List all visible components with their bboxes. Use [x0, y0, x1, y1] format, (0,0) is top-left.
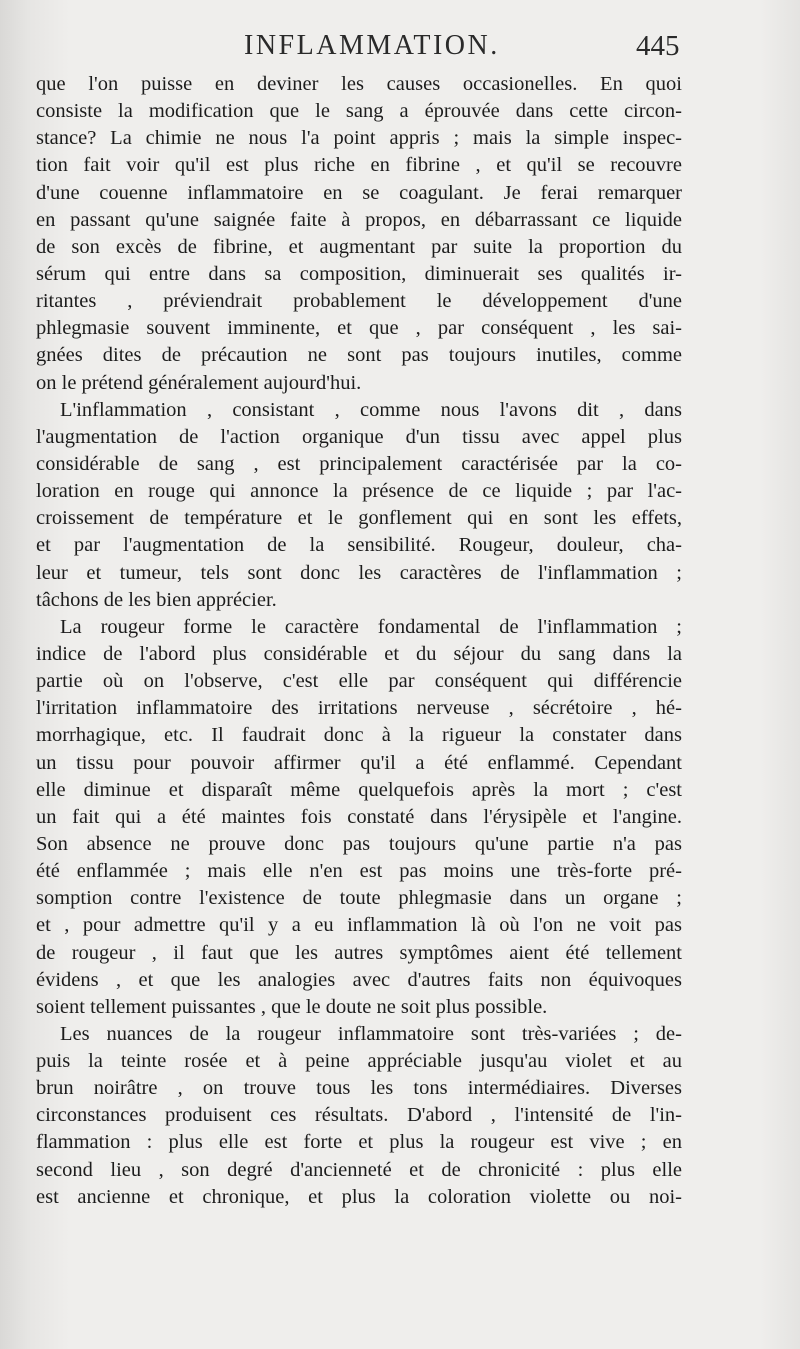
- text-line: leur et tumeur, tels sont donc les caractères de l'inflammation ;: [36, 561, 682, 584]
- text-line: de rougeur , il faut que les autres symptômes aient été tellement: [36, 941, 682, 964]
- text-line: et , pour admettre qu'il y a eu inflammation là où l'on ne voit pas: [36, 914, 682, 937]
- text-line: est ancienne et chronique, et plus la coloration violette ou noi-: [36, 1185, 682, 1208]
- text-line: somption contre l'existence de toute phlegmasie dans un organe ;: [36, 887, 682, 910]
- text-line: flammation : plus elle est forte et plus la rougeur est vive ; en: [36, 1131, 682, 1154]
- paragraph: [36, 397, 682, 614]
- page-header: [0, 30, 800, 70]
- text-line: loration en rouge qui annonce la présence de ce liquide ; par l'ac-: [36, 480, 682, 503]
- text-line: phlegmasie souvent imminente, et que , par conséquent , les sai-: [36, 317, 682, 340]
- text-line: d'une couenne inflammatoire en se coagulant. Je ferai remarquer: [36, 181, 682, 204]
- text-line: La rougeur forme le caractère fondamental de l'inflammation ;: [60, 615, 682, 638]
- text-line: morrhagique, etc. Il faudrait donc à la rigueur la constater dans: [36, 724, 682, 747]
- page-number: 445: [636, 30, 680, 62]
- text-line: elle diminue et disparaît même quelquefois après la mort ; c'est: [36, 778, 682, 801]
- text-line: sérum qui entre dans sa composition, diminuerait ses qualités ir-: [36, 262, 682, 285]
- text-line: tion fait voir qu'il est plus riche en fibrine , et qu'il se recouvre: [36, 154, 682, 177]
- text-line: Les nuances de la rougeur inflammatoire sont très-variées ; de-: [60, 1022, 682, 1045]
- text-line: un tissu pour pouvoir affirmer qu'il a été enflammé. Cependant: [36, 751, 682, 774]
- text-line: consiste la modification que le sang a éprouvée dans cette circon-: [36, 100, 682, 123]
- text-line: que l'on puisse en deviner les causes occasionelles. En quoi: [36, 73, 682, 95]
- text-line: gnées dites de précaution ne sont pas toujours inutiles, comme: [36, 344, 682, 367]
- text-line: partie où on l'observe, c'est elle par conséquent qui différencie: [36, 670, 682, 693]
- paragraph: [36, 1021, 682, 1211]
- text-line: tâchons de les bien apprécier.: [36, 588, 277, 611]
- text-line: évidens , et que les analogies avec d'autres faits non équivoques: [36, 968, 682, 991]
- text-line: et par l'augmentation de la sensibilité. Rougeur, douleur, cha-: [36, 534, 682, 557]
- text-line: puis la teinte rosée et à peine appréciable jusqu'au violet et au: [36, 1050, 682, 1073]
- running-title: INFLAMMATION.: [244, 30, 500, 61]
- text-line: L'inflammation , consistant , comme nous l'avons dit , dans: [60, 398, 682, 421]
- paragraph: [36, 614, 682, 1021]
- text-line: Son absence ne prouve donc pas toujours qu'une partie n'a pas: [36, 832, 682, 855]
- text-line: on le prétend généralement aujourd'hui.: [36, 371, 362, 394]
- text-line: de son excès de fibrine, et augmentant par suite la proportion du: [36, 235, 682, 258]
- text-line: considérable de sang , est principalement caractérisée par la co-: [36, 452, 682, 475]
- text-line: circonstances produisent ces résultats. D'abord , l'intensité de l'in-: [36, 1104, 682, 1127]
- text-line: second lieu , son degré d'ancienneté et de chronicité : plus elle: [36, 1158, 682, 1181]
- text-line: été enflammée ; mais elle n'en est pas moins une très-forte pré-: [36, 860, 682, 883]
- text-line: l'irritation inflammatoire des irritations nerveuse , sécrétoire , hé-: [36, 697, 682, 720]
- text-line: un fait qui a été maintes fois constaté dans l'érysipèle et l'angine.: [36, 805, 682, 828]
- text-line: l'augmentation de l'action organique d'un tissu avec appel plus: [36, 425, 682, 448]
- paragraph: [36, 71, 682, 397]
- text-line: ritantes , préviendrait probablement le développement d'une: [36, 290, 682, 313]
- text-line: stance? La chimie ne nous l'a point appris ; mais la simple inspec-: [36, 127, 682, 150]
- text-line: en passant qu'une saignée faite à propos, en débarrassant ce liquide: [36, 208, 682, 231]
- text-line: croissement de température et le gonflement qui en sont les effets,: [36, 507, 682, 530]
- text-line: soient tellement puissantes , que le doute ne soit plus possible.: [36, 995, 548, 1018]
- text-line: brun noirâtre , on trouve tous les tons intermédiaires. Diverses: [36, 1077, 682, 1100]
- text-line: indice de l'abord plus considérable et du séjour du sang dans la: [36, 642, 682, 665]
- page-body: [36, 71, 682, 1211]
